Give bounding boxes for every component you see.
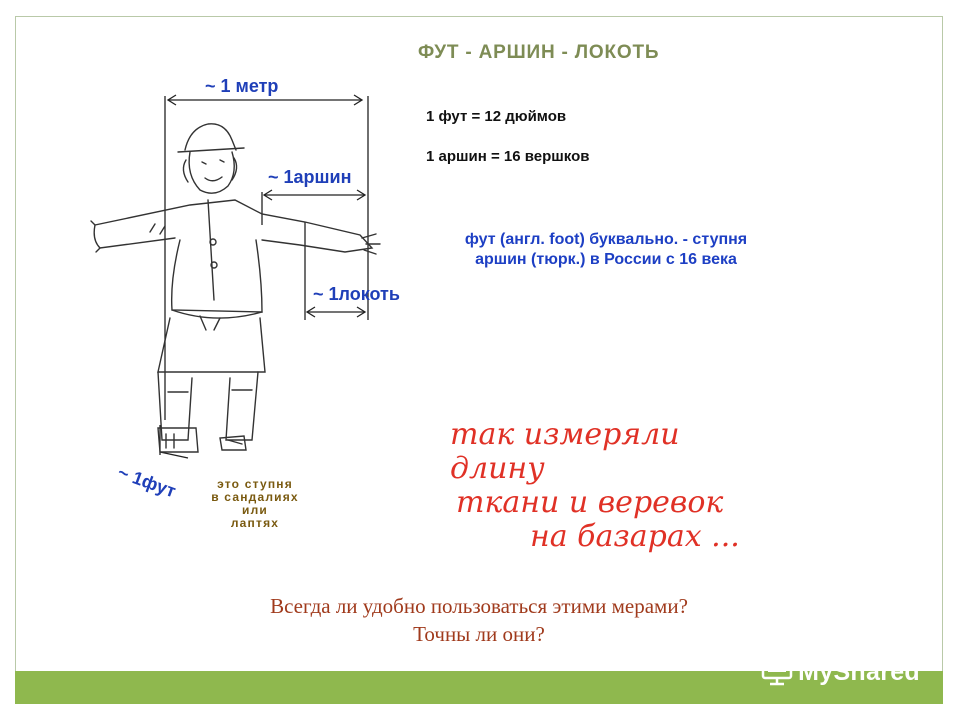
etymology-arshin: аршин (тюрк.) в России с 16 века — [475, 251, 737, 268]
page-title: ФУТ - АРШИН - ЛОКОТЬ — [418, 42, 660, 63]
label-arshin: ~ 1аршин — [268, 167, 352, 187]
foot-note-line: или — [242, 503, 268, 517]
handwritten-note — [450, 418, 780, 554]
label-metr: ~ 1 метр — [205, 76, 279, 96]
label-fut: ~ 1фут — [115, 462, 179, 502]
handwritten-line: ткани и веревок — [456, 485, 724, 520]
etymology-foot: фут (англ. foot) буквально. - ступня — [464, 231, 748, 248]
handwritten-line: на базарах ... — [530, 519, 740, 554]
label-lokot: ~ 1локоть — [313, 284, 400, 304]
definition-arshin: 1 аршин = 16 вершков — [426, 148, 590, 165]
foot-note — [200, 478, 310, 530]
question-line-1: Всегда ли удобно пользоваться этими мерами? — [270, 594, 688, 618]
foot-note-line: в сандалиях — [211, 490, 299, 504]
definition-foot: 1 фут = 12 дюймов — [426, 108, 567, 125]
logo-text: MyShared — [798, 657, 920, 686]
myshared-logo[interactable] — [760, 654, 920, 690]
question-text — [15, 592, 943, 648]
presentation-icon — [760, 657, 794, 687]
foot-note-line: лаптях — [230, 516, 280, 530]
foot-note-line: это ступня — [217, 477, 293, 491]
question-line-2: Точны ли они? — [413, 622, 545, 646]
etymology-block — [420, 230, 792, 270]
measurement-lines — [160, 95, 368, 458]
handwritten-line: так измеряли длину — [450, 417, 680, 486]
